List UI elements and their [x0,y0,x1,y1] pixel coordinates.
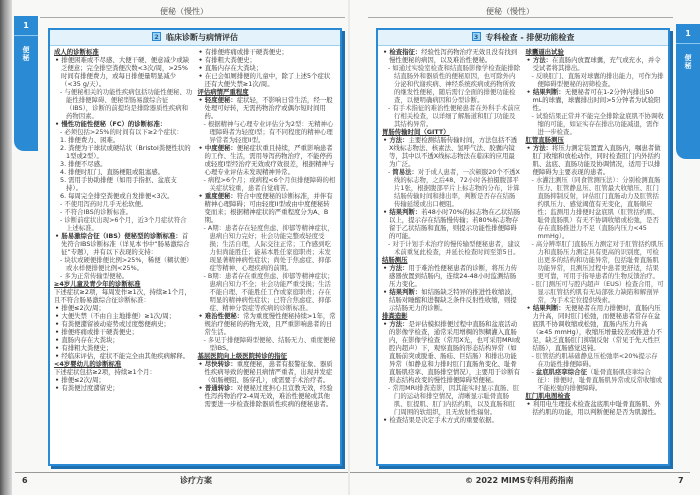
item-lead: 盆底肌痉挛综合征 [535,368,587,376]
item-lead: 尽快转诊： [204,360,237,368]
item-text: 有粪便过度潴留史； [61,384,119,392]
bullet-item [54,344,193,352]
numbered-item [54,168,193,176]
item-text: 经验性泻药物治疗无效且没有找到慢性便秘的病因，以及难治性便秘。 [389,48,518,64]
item-text: 对便秘过度担心且宣教无效，经验性泻药物治疗2-4周无效，难治性便秘或其他需要进一步检查排除器质性疾病的便秘患者。 [204,384,333,408]
bullet-item [54,384,193,392]
chapter-label: 便秘 [22,46,30,62]
item-text: 反映肛门、直肠对球囊的排出能力，可作为排便障碍型便秘的初筛检查。 [535,72,664,88]
box-title [50,30,340,46]
item-text: 肛门测压可与腔内超声（EUS）检查合用，可显示肛管括约肌有无局部张力缺陷和解剖异常，为手术定位提供线索。 [535,280,664,304]
item-text: 常用MRI排粪造影，因其能实时显示直肠、肛门的运动和排空情况，清晰显示耻骨直肠肌、肛提肌、肛门内括约肌，以及直肠和肛门周围的软组织，且无放射性辐射。 [392,384,520,416]
sub-item [526,72,665,88]
header-rule [368,17,673,18]
column-2 [198,48,337,462]
item-text: 5. 需用手协助排便（如用手指抠、盆底支持）。 [60,176,177,192]
item-lead: 简易法： [392,168,418,176]
item-text: 用于难治性便秘患者的诊断，将压力传感器放置到结肠内，连续24-48小时监测结肠压力变化。 [389,264,518,288]
item-text: 3. 排便不尽感。 [60,160,107,168]
item-lead: 结果判断： [389,288,422,296]
item-text: 肛管直肠测压 [525,136,564,144]
item-text: 在已会如厕排便的儿童中，除了上述5个症状还有大便失禁≥1次/周。 [204,72,331,88]
right-page [350,0,700,495]
item-text: ≥4岁儿童及青少年的诊断标准 [54,280,141,288]
sub-item [382,240,521,256]
sub-item [526,352,665,368]
item-text: 首先符合IBS诊断标准（详见本书中“肠易激综合征”专题），并有以下表现的支持： [61,232,190,256]
item-text: 常为重度慢性便秘持续>1年，常规治疗便秘的药物无效，且严重影响患者的日常生活。 [204,312,336,336]
sub-item [526,112,665,136]
item-text: 必须包括>25%的时间有以下≥2个症状： [64,128,183,136]
item-text: 诊断前症状出现>6个月，近3个月症状符合上述标准。 [64,216,187,232]
bullet-item [526,304,665,352]
section-heading [54,360,193,368]
item-text: 有手术指征的难治性便秘患者在外科手术前应行相关检查，以详细了解肠道和肛门功能及其结构异常。 [392,104,521,128]
item-text: 基层医院向上级医院转诊的指征 [197,352,287,360]
bullet-item [54,328,193,336]
numbered-item [54,192,193,200]
section-heading [198,88,337,96]
item-lead: 中度便秘： [204,144,237,152]
item-text: 6. 每周完全排空粪便或自发排便<3次。 [60,192,174,200]
item-text: 高分辨率肛门直肠压力测定对于肛管括约肌压力和直肠压力测定具有更高的识别度，可检出更多的结构和功能异常，包括耻骨直肠肌功能异常，且测压过程中患者更舒适，结果更可靠，可用于指导患者的生物反馈治疗。 [535,240,664,280]
section-number-badge: 3 [472,32,481,41]
item-text: 排便困难或不尽感、大便干硬、便意减少或缺乏便意；完全排空粪便次数<3次/周，>25%时间有排便费力，或每日排便量明显减少（<35 g/天）。 [61,56,190,88]
item-lead: 方法： [389,264,409,272]
bullet-item [382,48,521,64]
item-text: 下述症状≥2项，每周发作≥1次，持续≥1个月，且不符合肠易激综合征诊断标准： [54,288,191,304]
section-heading [198,352,337,360]
paragraph [54,368,193,376]
item-text: 有排便疼痛或排干硬粪便史； [204,48,288,56]
item-lead: 轻度便秘： [204,96,237,104]
item-text: 直肠内存在大粪块； [61,336,119,344]
bullet-item [382,320,521,384]
left-page [0,0,348,495]
section-heading [54,280,193,288]
bullet-item [198,48,337,56]
item-text: A期：患者存在轻度焦虑、抑郁等精神症状，患病自知力完好；社会功能完整或轻度受损；生活自理，人际交往正常；工作感到吃力但尚能胜任；能基本胜任家庭职责；未发现显著精神病性症状；尚处于焦虑症、抑郁症等精神、心理疾病的前期。 [207,224,334,272]
column-2 [526,48,665,462]
paragraph [54,288,193,304]
chapter-tab[interactable] [14,16,38,151]
item-text: <4岁婴幼儿的诊断标准 [54,360,122,368]
sub-item [198,224,337,272]
bullet-item [526,56,665,72]
item-text: 病程>6个月；或病程<6个月但排便障碍的相关症状较重，患者自觉痛苦。 [207,176,336,192]
numbered-item [54,176,193,192]
numbered-item [54,160,193,168]
bullet-item [198,360,337,384]
numbered-item [54,144,193,160]
item-text: 对于计划手术治疗的慢传输型便秘患者，建议术前重复此检查，并延长检查时间至第5日。 [392,240,521,256]
bullet-item [54,120,193,128]
column-1 [54,48,193,462]
footer-rule [350,472,690,473]
item-text: 无便秘者在用力排便时，直肠内压力升高，同时肛门松弛，而便秘患者常存在盆底肌不协调收缩或松弛，直肠内压力升高（≥45 mmHg），收缩压增量较差或推进力不足，缺乏直肠肛门抑制反射（常见于先天性巨结肠），直肠感觉迟钝。 [532,304,662,352]
item-text: 主要检测结肠传输时间，方法包括不透X线标志物法、核素法、氢呼气法、胶囊内镜等，其中以不透X线标志物法在临床的应用最为广泛。 [389,136,518,168]
item-text: 利用电生理技术检查盆底肌中耻骨直肠肌、外括约肌的功能，用以判断便秘是否为肌源性。 [532,400,661,416]
section-heading [526,136,665,144]
section-heading [526,392,665,400]
item-text: 症状轻，不影响日常生活，经一般处理可好转，无需药物治疗或偶尔短时间用药。 [204,96,333,120]
item-text: 如通过实验室检查和结直肠影像学检查能排除结直肠外和器质性的便秘原因，也可除外内分泌和代谢疾病、神经系统疾病或药物所致的继发性便秘，随后需行全面的排便功能检查，以便明确病因和分型诊断。 [392,64,521,104]
bullet-item [54,376,193,384]
sub-item [382,384,521,416]
sub-item [526,368,665,392]
item-lead: 重度便秘： [204,192,237,200]
bullet-item [198,96,337,120]
item-text: 排便≤2次/周； [61,376,105,384]
sub-item [54,200,193,208]
bullet-item [382,416,521,424]
chapter-tab[interactable] [676,24,700,159]
item-text: 评估病情严重程度 [197,88,249,96]
item-text: 胃肠传输时间（GITT） [382,128,450,136]
bullet-item [198,72,337,88]
box-title-text: 专科检查 - 排便功能检查 [485,33,575,42]
chapter-number: 1 [676,24,700,44]
item-text: 结肠测压 [382,256,408,264]
item-lead: 普通转诊： [204,384,237,392]
sub-item [198,176,337,192]
sub-item [54,208,193,216]
bullet-item [526,144,665,176]
item-lead: 结果判断： [532,88,565,96]
section-number-badge: 2 [152,32,161,41]
item-text: 多为正常传输型便秘。 [64,272,129,280]
item-text: 检查结果是决定手术方式的重要依据。 [389,416,498,424]
item-lead: 慢性功能性便秘（FC）的诊断标准： [61,120,167,128]
sub-item [198,120,337,144]
item-text: 排便≤2次/周； [61,304,105,312]
item-lead: 方法： [532,144,552,152]
item-lead: 结果判断： [532,304,565,312]
item-text: 无便秘者可在1-2分钟内排出50 mL的球囊，球囊排出时间>5分钟者为试验阳性。 [532,88,661,112]
bullet-item [54,304,193,312]
bullet-item [54,352,193,360]
box-title [378,30,668,46]
bullet-item [54,320,193,328]
item-text: B期：患者存在重度焦虑、抑郁等精神症状；患病自知力不全；社会功能严重受损；生活不能自理、不能胜任工作或家庭职责；存在明显的精神病性症状；已符合焦虑症、抑郁症、精神分裂症等疾病的诊断标准。 [207,272,334,312]
sub-item [54,128,193,136]
bullet-item [198,192,337,224]
sub-item [526,176,665,240]
chapter-number: 1 [14,16,38,36]
sub-item [382,104,521,128]
item-lead: 难治性便秘： [204,312,244,320]
item-text: 不使用泻药时几乎无松软便。 [64,200,148,208]
item-text: 有粪便潴留被动姿势或过度憋便病史； [61,320,170,328]
sub-item [382,64,521,104]
header-rule [40,17,345,18]
sub-item [198,336,337,352]
section-heading [526,48,665,56]
item-text: 若48小时70%的标志物在乙状结肠以上，提示存在结肠慢传输；若80%标志物存留于乙状结肠和直肠，则提示功能性排便障碍的可能。 [389,208,521,240]
bullet-item [526,88,665,112]
item-text: 试验结果正常并不能完全排除盆底肌不协调收缩的可能，如证实存在排出功能减退，需作进一步检查。 [535,112,664,136]
bullet-item [198,64,337,72]
item-text: （耻骨直肠肌痉挛综合征）：排便时，耻骨直肠肌异常或反常收缩或不能松弛的排便障碍。 [537,368,663,392]
numbered-item [54,136,193,144]
section-heading [382,256,521,264]
footer-rule [15,472,348,473]
item-text: 4. 排便时肛门、直肠梗阻或阻塞感。 [60,168,164,176]
bullet-item [198,312,337,336]
box-title-text: 临床诊断与病情评估 [166,33,238,42]
footer-text: 诊疗方案 [180,476,212,485]
sub-item [526,240,665,280]
item-lead: 方法： [389,136,409,144]
bullet-item [382,136,521,168]
sub-item [54,272,193,280]
item-lead: 方法： [532,56,552,64]
item-text: 成人的诊断标准 [54,48,99,56]
bullet-item [382,264,521,288]
section-heading [382,312,521,320]
item-lead: 方法： [389,320,409,328]
item-text: 1. 排便费力、困难。 [60,136,120,144]
running-head: 便秘（慢性） [486,7,534,16]
bullet-item [54,336,193,344]
sub-item [54,256,193,272]
section-heading [382,128,521,136]
defecation-function-tests-box [376,28,670,466]
item-text: 有排粗大粪便史； [61,344,113,352]
item-text: 如结肠缺乏特异的推进性收缩波，结肠对睡醒和进餐缺乏条件反射性收缩，则提示结肠无力的诊断。 [389,288,518,312]
bullet-item [382,208,521,240]
item-text: 在直肠内放置球囊，充气或充水，并令受试者将其排出。 [532,56,661,72]
item-text: 排粪造影 [382,312,408,320]
bullet-item [54,232,193,256]
section-heading [54,48,193,56]
sub-item [54,88,193,120]
item-text: 块状或硬便排便比例>25%，稀便（糊状便）或水样便排便比例<25%。 [64,256,190,272]
bullet-item [54,312,193,320]
item-text: 肛门肌电图检查 [525,392,571,400]
clinical-diagnosis-box [48,28,342,466]
page-number: 6 [22,476,28,485]
page-number: 7 [678,476,684,485]
column-1 [382,48,521,462]
item-text: 有排粗大粪便史； [204,56,256,64]
item-lead: 检查指征： [389,48,422,56]
item-text: 水灌注测压（同食管测压法）：分别检测直肠压力、肛管静息压、肛管最大收缩压、肛门直肠抑制反射，评估肛门直肠动力及肛管括约肌压力、感觉阈值有无变化，直肠顺应性；监测用力排便时盆底肌（肛管括约肌、耻骨直肠肌）有无不协调收缩或松弛，是否存在直肠推进力不足（直肠内压力<45 mmHg）。 [535,176,661,240]
book-edge [0,0,12,495]
item-text: 肛管括约肌基础静息压松弛率<20%提示存在功能性排便障碍。 [535,352,658,368]
item-text: 经临床评估，症状不能完全由其他疾病解释。 [61,352,190,360]
bullet-item [198,384,337,408]
bullet-item [54,56,193,88]
item-text: 符合中度便秘的诊断标准，并伴有精神心理障碍；可由轻度II型或由中度便秘转变而来；根据精神症状的严重程度分为A、B期。 [204,192,333,224]
sub-item [198,272,337,312]
chapter-label: 便秘 [684,54,692,70]
item-text: 下述症状包括≥2项，持续≥1个月： [54,368,156,376]
item-lead: 肠易激综合征（IBS）便秘型的诊断标准： [61,232,182,240]
item-lead: 结果判断： [389,208,422,216]
item-text: 排便疼痛或排干硬粪便史； [61,328,138,336]
item-text: 对于成人患者，一次顿服20个不透X线的标志物，之后48、72小时各拍摄腹部平片1张，根据腹部平片上标志物的分布，计算结肠传输时间和排出率，判断是否存在结肠传输延缓或出口梗阻。 [394,168,520,208]
item-text: 根据精神与心理专业评估分为2型：无精神心理障碍者为轻度I型；有不同程度的精神心理异常者为轻度II型。 [207,120,334,144]
item-text: 2. 粪便为干球状或硬结状（Bristol粪便性状的1型或2型）。 [60,144,191,160]
item-text: 大便失禁（不由自主地排便）≥1次/周； [61,312,176,320]
item-text: 将压力测定装置置入直肠内，嘱患者做肛门收缩和放松动作，同时检查肛门内外括约肌、盆底、直肠功能及协调情况，适用于以排便障碍为主要表现的患者。 [532,144,661,176]
item-text: 与便秘相关的功能性疾病包括功能性便秘、功能性排便障碍、便秘型肠易激综合征（IBS），诊断的前提均是排除器质性疾病和药物因素。 [64,88,193,120]
sub-item [382,168,521,208]
running-head: 便秘（慢性） [160,7,208,16]
item-text: 重度便秘，患者有报警征象、器质性疾病导致的便秘且病情严重者，出现并发症（如肠梗阻、肠穿孔），或需要手术治疗者。 [204,360,333,384]
bullet-item [198,56,337,64]
item-text: 不符合IBS的诊断标准。 [64,208,133,216]
item-text: 是评估模拟排便过程中直肠和盆底活动的影像学检查，通常采用增稠的钡糊灌入直肠内，在影像学检查（常用X光，也可采用MRI或腔内超声）下，观察直肠的形态结构异常（如直肠前突或脱垂、肠疝、巨结肠）和排出功能异常（如静息和力排时肛门直肠角变化、耻骨直肠肌痉挛、直肠排空情况），主要用于诊断有形态结构改变的慢性排便障碍型便秘。 [389,320,521,384]
footer-text: © 2022 MIMS专科用药指南 [465,476,574,485]
sub-item [526,280,665,304]
item-text: 直肠内存在大粪块； [204,64,263,72]
bullet-item [198,144,337,176]
sub-item [54,216,193,232]
bullet-item [526,400,665,416]
item-text: 多见于排便障碍型便秘、结肠无力、重度便秘型IBS。 [207,336,336,352]
bullet-item [382,288,521,312]
item-text: 便秘症状重且持续，严重影响患者的工作、生活，需用导泻药物治疗，不能停药或轻度I型经治疗无效或疗效很差，根据精神与心理专业评估未发现精神异常。 [204,144,335,176]
item-text: 球囊逼出试验 [525,48,564,56]
